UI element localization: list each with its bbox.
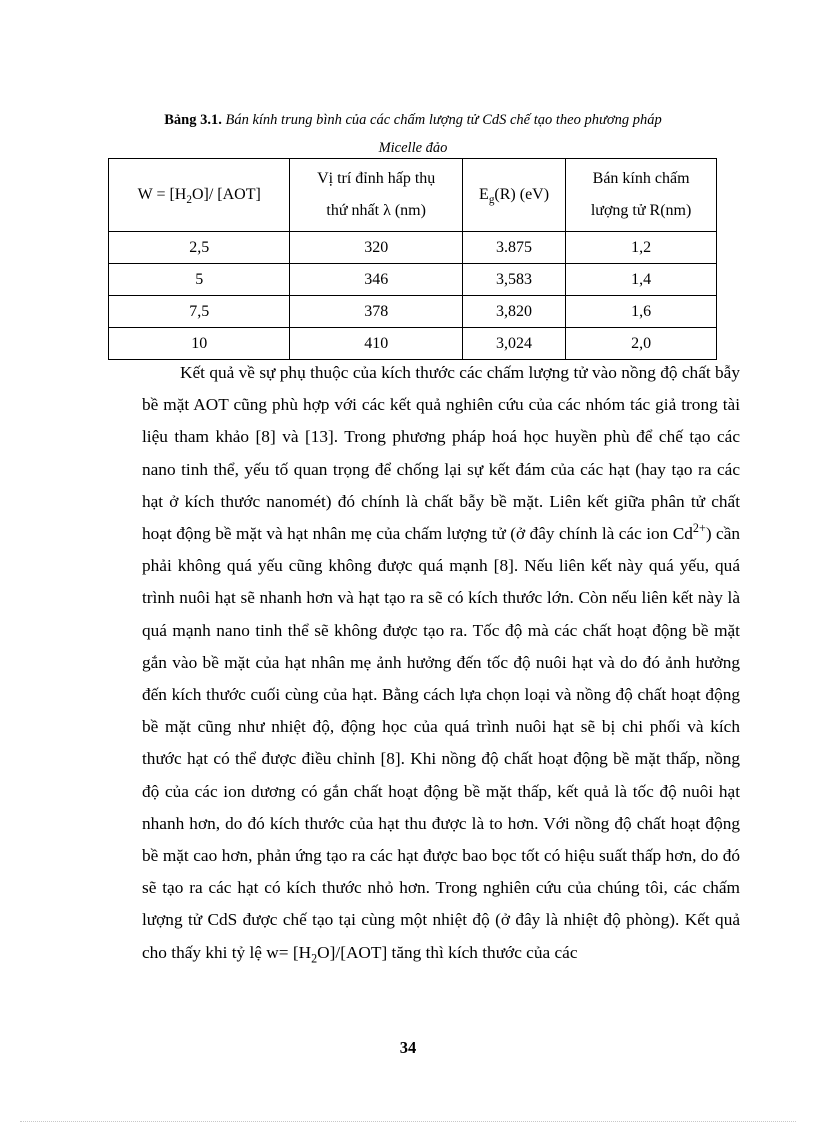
cell-eg: 3,583 [462, 264, 565, 296]
cell-peak: 346 [290, 264, 462, 296]
caption-label: Bảng 3.1. [164, 112, 222, 128]
table-row [109, 264, 717, 296]
table-row [109, 296, 717, 328]
cell-w: 10 [109, 328, 290, 360]
table-row [109, 232, 717, 264]
header-radius: Bán kính chấm lượng tử R(nm) [566, 159, 717, 232]
cell-radius: 1,4 [566, 264, 717, 296]
page-bottom-divider [20, 1121, 796, 1122]
table-row [109, 328, 717, 360]
cell-radius: 1,6 [566, 296, 717, 328]
table-caption [108, 106, 718, 162]
header-eg: $E_g(R)$ (eV) [462, 159, 565, 232]
cell-w: 5 [109, 264, 290, 296]
cell-eg: 3,820 [462, 296, 565, 328]
cell-w: 2,5 [109, 232, 290, 264]
header-w: $W = [H_2O]/$ [AOT] [109, 159, 290, 232]
caption-line-1 [108, 106, 718, 134]
body-paragraph: Kết quả về sự phụ thuộc của kích thước các chấm lượng tử vào nồng độ chất bẫy bề mặt AOT cũng phù hợp với các kết quả nghiên cứu của các nhóm tác giả trong tài liệu tham khảo [8] và [13]. Trong phương pháp hoá học huyền phù để chế tạo các nano tinh thể, yếu tố quan trọng để chống lại sự kết đám của các hạt (hay tạo ra các hạt ở kích thước nanomét) đó chính là chất bẫy bề mặt. Liên kết giữa phân tử chất hoạt động bề mặt và hạt nhân mẹ của chấm lượng tử (ở đây chính là các ion $Cd^{2+}$) cần phải không quá yếu cũng không được quá mạnh [8]. Nếu liên kết này quá yếu, quá trình nuôi hạt sẽ nhanh hơn và hạt tạo ra sẽ có kích thước lớn. Còn nếu liên kết này là quá mạnh nano tinh thể sẽ không được tạo ra. Tốc độ mà các chất hoạt động bề mặt gắn vào bề mặt của hạt nhân mẹ ảnh hưởng đến tốc độ nuôi hạt và do đó ảnh hưởng đến kích thước cuối cùng của hạt. Bằng cách lựa chọn loại và nồng độ chất hoạt động bề mặt cũng như nhiệt độ, động học của quá trình nuôi hạt sẽ bị chi phối và kích thước hạt có thể được điều chỉnh [8]. Khi nồng độ chất hoạt động bề mặt thấp, nồng độ của các ion dương có gắn chất hoạt động bề mặt thấp, kết quả là tốc độ nuôi hạt nhanh hơn, do đó kích thước của hạt thu được là to hơn. Với nồng độ chất hoạt động bề mặt cao hơn, phản ứng tạo ra các hạt được bao bọc tốt có hiệu suất thấp hơn, do đó sẽ tạo ra các hạt có kích thước nhỏ hơn. Trong nghiên cứu của chúng tôi, các chấm lượng tử CdS được chế tạo tại cùng một nhiệt độ (ở đây là nhiệt độ phòng). Kết quả cho thấy khi tỷ lệ $w= [H_2O]/[AOT]$ tăng thì kích thước của các [142, 363, 740, 966]
caption-text-1: Bán kính trung bình của các chấm lượng tử CdS chế tạo theo phương pháp [225, 112, 662, 128]
cell-peak: 378 [290, 296, 462, 328]
data-table [108, 158, 717, 360]
cell-peak: 320 [290, 232, 462, 264]
page-number: 34 [399, 1038, 417, 1057]
caption-text-2: Micelle đảo [378, 140, 448, 156]
table-header-row [109, 159, 717, 232]
cell-eg: 3.875 [462, 232, 565, 264]
header-peak: Vị trí đỉnh hấp thụ thứ nhất λ (nm) [290, 159, 462, 232]
cell-w: 7,5 [109, 296, 290, 328]
cell-radius: 2,0 [566, 328, 717, 360]
cell-eg: 3,024 [462, 328, 565, 360]
cell-radius: 1,2 [566, 232, 717, 264]
cell-peak: 410 [290, 328, 462, 360]
